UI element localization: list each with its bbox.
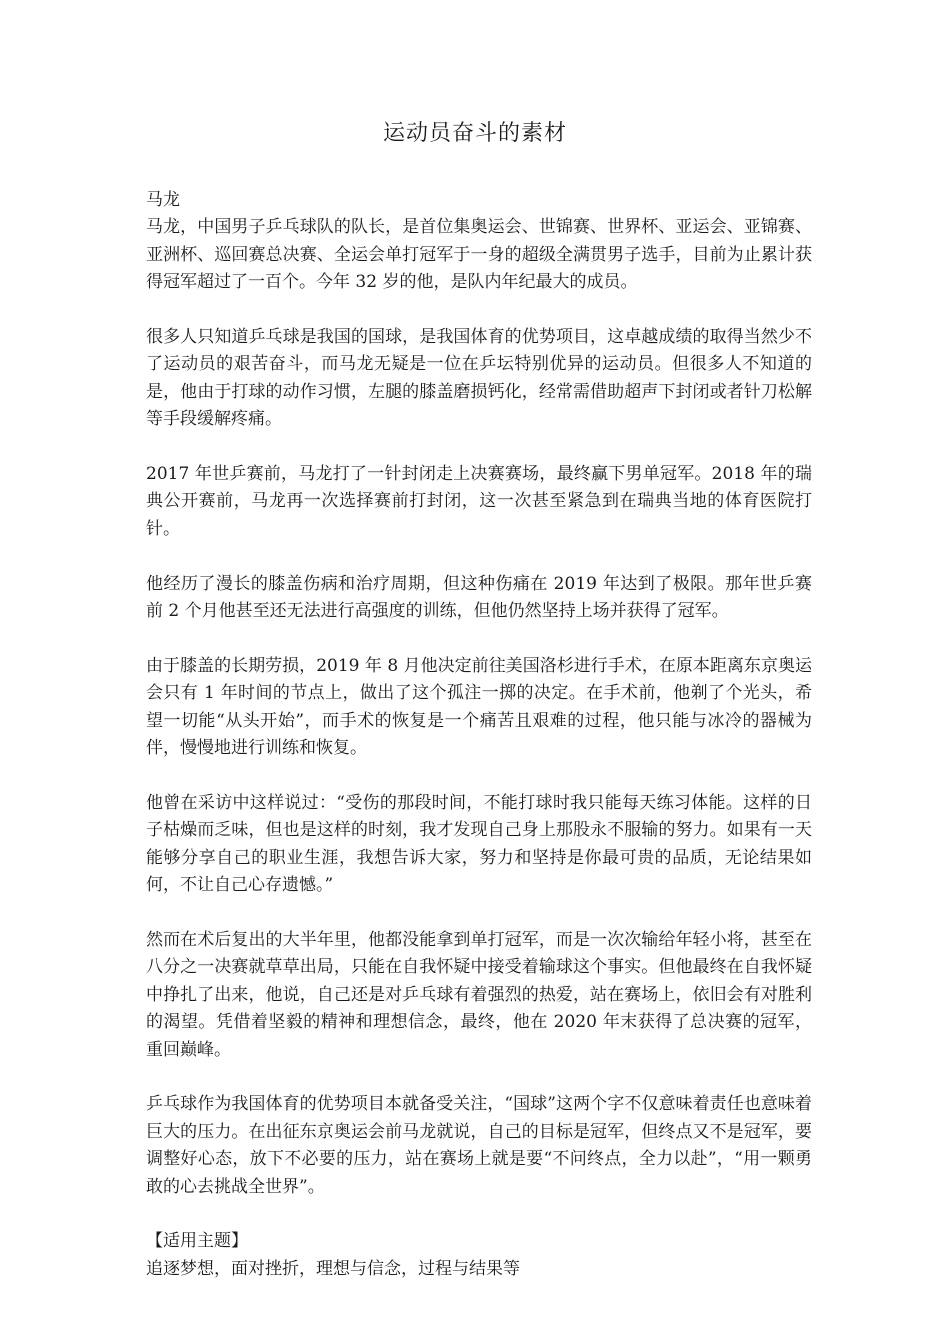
theme-text: 追逐梦想，面对挫折，理想与信念，过程与结果等: [146, 1258, 520, 1279]
subject-name: 马龙: [146, 190, 180, 210]
paragraph-5: 由于膝盖的长期劳损，2019 年 8 月他决定前往美国洛杉进行手术，在原本距离东京奥运会只有 1 年时间的节点上，做出了这个孤注一掷的决定。在手术前，他剃了个光头，希望一切能“从头开始”，而手术的恢复是一个痛苦且艰难的过程，他只能与冰冷的器械为伴，慢慢地进行训练和恢复。: [146, 655, 812, 759]
paragraph-4: 他经历了漫长的膝盖伤病和治疗周期，但这种伤痛在 2019 年达到了极限。那年世乒赛前 2 个月他甚至还无法进行高强度的训练，但他仍然坚持上场并获得了冠军。: [146, 573, 812, 622]
theme-heading: 【适用主题】: [146, 1231, 248, 1252]
paragraph-6: 他曾在采访中这样说过：“受伤的那段时间，不能打球时我只能每天练习体能。这样的日子枯燥而乏味，但也是这样的时刻，我才发现自己身上那股永不服输的努力。如果有一天能够分享自己的职业生涯，我想告诉大家，努力和坚持是你最可贵的品质，无论结果如何，不让自己心存遗憾。”: [146, 792, 812, 896]
paragraph-7: 然而在术后复出的大半年里，他都没能拿到单打冠军，而是一次次输给年轻小将，甚至在八分之一决赛就草草出局，只能在自我怀疑中接受着输球这个事实。但他最终在自我怀疑中挣扎了出来，他说，自己还是对乒乓球有着强烈的热爱，站在赛场上，依旧会有对胜利的渴望。凭借着坚毅的精神和理想信念，最终，他在 2020 年末获得了总决赛的冠军，重回巅峰。: [146, 929, 812, 1060]
paragraph-3: 2017 年世乒赛前，马龙打了一针封闭走上决赛赛场，最终赢下男单冠军。2018 年的瑞典公开赛前，马龙再一次选择赛前打封闭，这一次甚至紧急到在瑞典当地的体育医院打针。: [146, 464, 812, 539]
document-body: [146, 187, 812, 1283]
paragraph-8: 乒乓球作为我国体育的优势项目本就备受关注，“国球”这两个字不仅意味着责任也意味着巨大的压力。在出征东京奥运会前马龙就说，自己的目标是冠军，但终点又不是冠军，要调整好心态，放下不必要的压力，站在赛场上就是要“不问终点，全力以赴”，“用一颗勇敢的心去挑战全世界”。: [146, 1094, 812, 1197]
paragraph-2: 很多人只知道乒乓球是我国的国球，是我国体育的优势项目，这卓越成绩的取得当然少不了运动员的艰苦奋斗，而马龙无疑是一位在乒坛特别优异的运动员。但很多人不知道的是，他由于打球的动作习惯，左腿的膝盖磨损钙化，经常需借助超声下封闭或者针刀松解等手段缓解疼痛。: [146, 327, 812, 430]
paragraph-1: 马龙，中国男子乒乓球队的队长，是首位集奥运会、世锦赛、世界杯、亚运会、亚锦赛、亚洲杯、巡回赛总决赛、全运会单打冠军于一身的超级全满贯男子选手，目前为止累计获得冠军超过了一百个。今年 32 岁的他，是队内年纪最大的成员。: [146, 217, 812, 293]
document-title: 运动员奋斗的素材: [382, 121, 567, 146]
